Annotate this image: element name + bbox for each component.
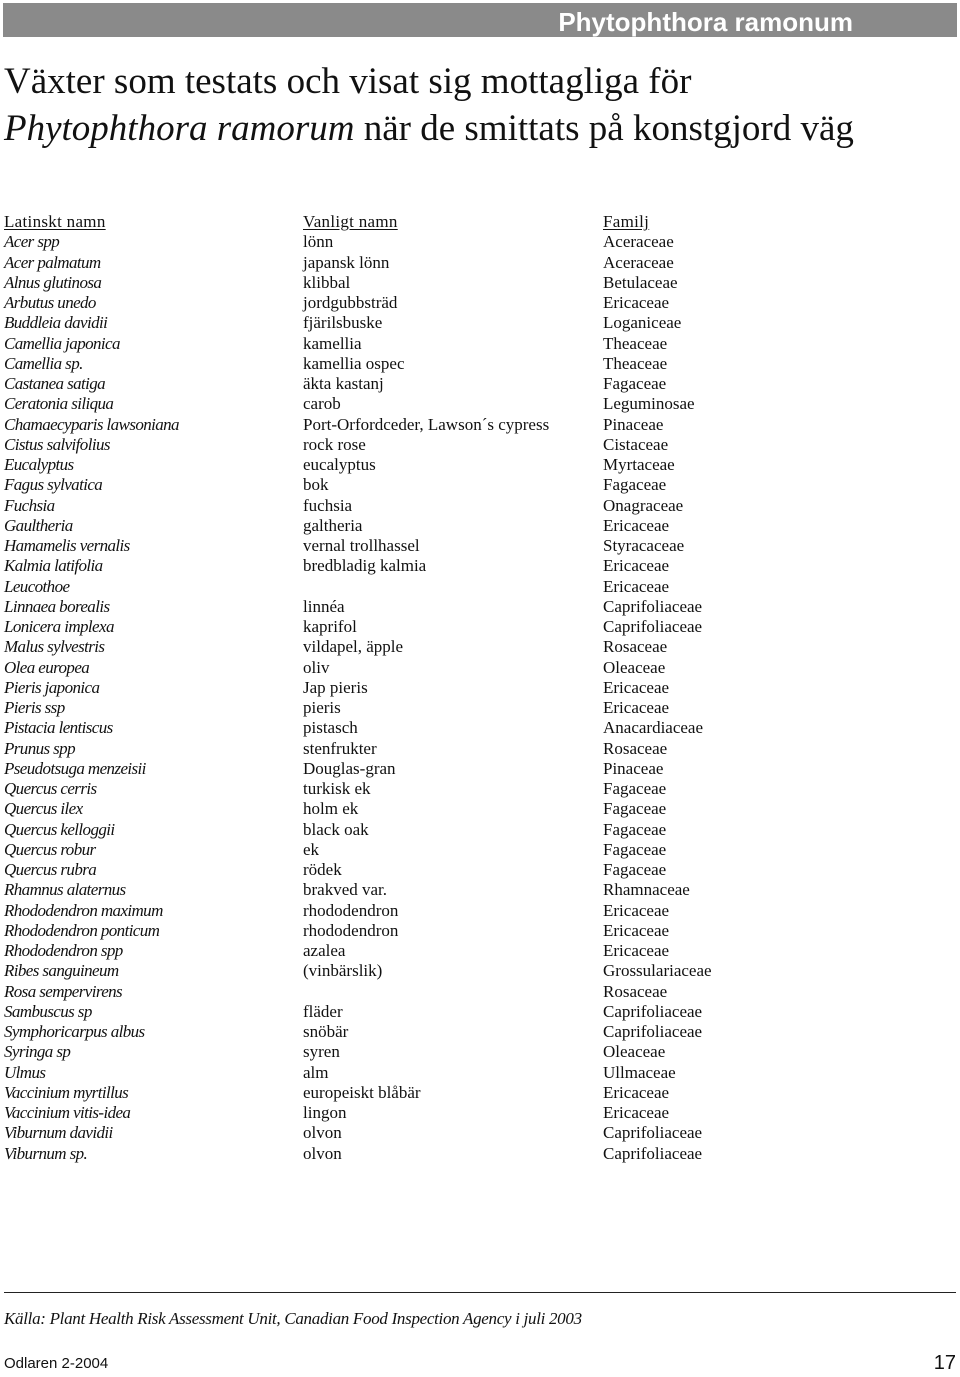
cell-latin-name: Camellia sp.	[4, 353, 83, 373]
cell-family: Fagaceae	[603, 819, 667, 839]
cell-family: Oleaceae	[603, 657, 666, 677]
table-row	[4, 698, 954, 718]
cell-latin-name: Buddleia davidii	[4, 313, 108, 333]
cell-latin-name: Acer spp	[4, 232, 60, 252]
cell-common-name: alm	[303, 1062, 329, 1082]
table-row	[4, 1123, 954, 1143]
cell-common-name: bredbladig kalmia	[303, 556, 427, 576]
cell-common-name: eucalyptus	[303, 455, 376, 474]
cell-family: Caprifoliaceae	[603, 1001, 703, 1021]
cell-family: Cistaceae	[603, 434, 669, 454]
cell-common-name: rock rose	[303, 434, 366, 454]
table-row	[4, 880, 954, 900]
cell-common-name: kamellia ospec	[303, 353, 405, 373]
cell-latin-name: Linnaea borealis	[4, 596, 110, 616]
table-row	[4, 1022, 954, 1042]
cell-latin-name: Malus sylvestris	[4, 637, 105, 657]
cell-family: Pinaceae	[603, 414, 664, 434]
table-row	[4, 496, 954, 516]
cell-common-name: linnéa	[303, 596, 345, 616]
cell-family: Grossulariaceae	[603, 961, 712, 981]
header-title: Phytophthora ramonum	[558, 7, 853, 37]
cell-latin-name: Olea europea	[4, 657, 90, 677]
table-row	[4, 941, 954, 961]
cell-family: Fagaceae	[603, 475, 667, 495]
cell-latin-name: Rosa sempervirens	[4, 981, 123, 1001]
cell-family: Ericaceae	[603, 576, 670, 596]
cell-common-name: europeiskt blåbär	[303, 1082, 421, 1102]
cell-common-name: holm ek	[303, 799, 359, 819]
table-row	[4, 293, 954, 313]
cell-latin-name: Rhododendron ponticum	[4, 920, 160, 940]
table-row	[4, 1002, 954, 1022]
table-row	[4, 678, 954, 698]
cell-latin-name: Symphoricarpus albus	[4, 1022, 145, 1041]
cell-common-name: japansk lönn	[303, 252, 390, 272]
cell-common-name: azalea	[303, 941, 346, 960]
table-row	[4, 658, 954, 678]
cell-latin-name: Ribes sanguineum	[4, 961, 119, 981]
cell-latin-name: Acer palmatum	[4, 252, 101, 272]
cell-common-name: black oak	[303, 819, 369, 839]
cell-family: Theaceae	[603, 333, 668, 353]
cell-common-name: snöbär	[303, 1022, 349, 1041]
cell-family: Oleaceae	[603, 1042, 666, 1062]
table-row	[4, 901, 954, 921]
cell-common-name: äkta kastanj	[303, 374, 384, 393]
cell-common-name: syren	[303, 1042, 340, 1062]
cell-latin-name: Cistus salvifolius	[4, 434, 110, 454]
table-row	[4, 374, 954, 394]
table-row	[4, 394, 954, 414]
cell-latin-name: Syringa sp	[4, 1042, 71, 1062]
cell-family: Fagaceae	[603, 839, 667, 859]
table-row	[4, 718, 954, 738]
publication-footer: Odlaren 2-2004	[4, 1355, 109, 1372]
table-row	[4, 617, 954, 637]
table-row	[4, 415, 954, 435]
cell-common-name: olvon	[303, 1143, 342, 1163]
cell-common-name: rhododendron	[303, 920, 399, 940]
page-number: 17	[933, 1352, 956, 1374]
table-row	[4, 597, 954, 617]
cell-latin-name: Quercus ilex	[4, 799, 83, 819]
cell-family: Caprifoliaceae	[603, 596, 703, 616]
cell-latin-name: Fuchsia	[4, 495, 55, 515]
table-row	[4, 739, 954, 759]
table-row	[4, 232, 954, 252]
cell-latin-name: Fagus sylvatica	[4, 475, 103, 495]
cell-common-name: turkisk ek	[303, 779, 371, 798]
table-row	[4, 921, 954, 941]
cell-latin-name: Prunus spp	[4, 738, 75, 758]
cell-latin-name: Leucothoe	[4, 576, 70, 596]
table-row	[4, 637, 954, 657]
cell-family: Caprifoliaceae	[603, 1143, 703, 1163]
cell-family: Rhamnaceae	[603, 880, 690, 900]
cell-common-name: lönn	[303, 232, 334, 252]
cell-common-name: vernal trollhassel	[303, 536, 420, 555]
cell-latin-name: Quercus rubra	[4, 860, 97, 879]
cell-latin-name: Ulmus	[4, 1062, 46, 1082]
page-title-line1: Växter som testats och visat sig mottagliga för	[4, 61, 692, 102]
cell-family: Ericaceae	[603, 515, 670, 535]
cell-family: Caprifoliaceae	[603, 1123, 703, 1143]
table-row	[4, 1063, 954, 1083]
cell-common-name: kamellia	[303, 333, 362, 353]
cell-family: Ericaceae	[603, 677, 670, 697]
cell-latin-name: Castanea satiga	[4, 374, 106, 393]
table-row	[4, 961, 954, 981]
cell-latin-name: Viburnum sp.	[4, 1143, 88, 1163]
cell-latin-name: Camellia japonica	[4, 333, 120, 353]
cell-latin-name: Quercus robur	[4, 839, 96, 859]
cell-common-name: Port-Orfordceder, Lawson´s cypress	[303, 414, 550, 434]
cell-family: Pinaceae	[603, 758, 664, 778]
cell-common-name: kaprifol	[303, 617, 357, 636]
table-row	[4, 516, 954, 536]
cell-family: Ericaceae	[603, 920, 670, 940]
cell-family: Caprifoliaceae	[603, 1022, 703, 1041]
cell-latin-name: Vaccinium vitis-idea	[4, 1103, 131, 1122]
cell-common-name: brakved var.	[303, 880, 388, 900]
table-row	[4, 536, 954, 556]
table-row	[4, 253, 954, 273]
table-row	[4, 455, 954, 475]
cell-common-name: klibbal	[303, 272, 351, 292]
cell-family: Ericaceae	[603, 698, 670, 717]
cell-family: Ericaceae	[603, 556, 670, 576]
cell-family: Ericaceae	[603, 1082, 670, 1102]
table-row	[4, 1083, 954, 1103]
cell-common-name: carob	[303, 394, 341, 414]
cell-family: Onagraceae	[603, 495, 684, 515]
cell-latin-name: Pieris japonica	[4, 677, 100, 697]
cell-family: Fagaceae	[603, 374, 667, 393]
cell-family: Ullmaceae	[603, 1062, 676, 1082]
table-row	[4, 779, 954, 799]
cell-common-name: vildapel, äpple	[303, 637, 404, 657]
cell-family: Loganiceae	[603, 313, 682, 333]
table-row	[4, 820, 954, 840]
cell-common-name: stenfrukter	[303, 738, 377, 758]
cell-common-name: fuchsia	[303, 495, 353, 515]
cell-family: Fagaceae	[603, 779, 667, 798]
page-title-line2: när de smittats på konstgjord väg	[354, 108, 854, 149]
table-row	[4, 799, 954, 819]
cell-latin-name: Alnus glutinosa	[4, 272, 102, 292]
table-header-row	[4, 212, 954, 232]
cell-family: Caprifoliaceae	[603, 617, 703, 636]
cell-common-name: galtheria	[303, 515, 363, 535]
cell-latin-name: Sambuscus sp	[4, 1001, 92, 1021]
cell-family: Ericaceae	[603, 293, 670, 312]
cell-common-name: rödek	[303, 860, 342, 879]
cell-latin-name: Kalmia latifolia	[4, 556, 103, 576]
cell-family: Rosaceae	[603, 637, 668, 657]
cell-family: Rosaceae	[603, 738, 668, 758]
table-body	[4, 232, 954, 1164]
footnote-divider	[4, 1292, 956, 1293]
cell-family: Fagaceae	[603, 799, 667, 819]
cell-latin-name: Vaccinium myrtillus	[4, 1082, 129, 1102]
table-row	[4, 354, 954, 374]
cell-latin-name: Chamaecyparis lawsoniana	[4, 414, 179, 434]
cell-latin-name: Rhododendron maximum	[4, 900, 163, 920]
cell-family: Aceraceae	[603, 252, 674, 272]
cell-common-name: fläder	[303, 1001, 343, 1021]
table-row	[4, 577, 954, 597]
cell-latin-name: Pistacia lentiscus	[4, 718, 113, 738]
cell-latin-name: Ceratonia siliqua	[4, 394, 114, 414]
cell-latin-name: Gaultheria	[4, 515, 73, 535]
cell-latin-name: Rhamnus alaternus	[4, 880, 126, 900]
table-row	[4, 334, 954, 354]
cell-common-name: pieris	[303, 698, 341, 717]
header-bar	[3, 3, 957, 37]
cell-family: Ericaceae	[603, 941, 670, 960]
table-row	[4, 475, 954, 495]
cell-family: Theaceae	[603, 353, 668, 373]
cell-common-name: jordgubbsträd	[303, 293, 398, 312]
cell-common-name: (vinbärslik)	[303, 961, 383, 981]
cell-family: Fagaceae	[603, 860, 667, 879]
table-row	[4, 860, 954, 880]
cell-family: Aceraceae	[603, 232, 674, 252]
source-note: Källa: Plant Health Risk Assessment Unit, Canadian Food Inspection Agency i juli 2003	[4, 1309, 582, 1328]
table-row	[4, 435, 954, 455]
cell-latin-name: Viburnum davidii	[4, 1123, 113, 1143]
column-header-family: Familj	[603, 212, 650, 231]
cell-common-name: ek	[303, 839, 320, 859]
table-row	[4, 840, 954, 860]
cell-common-name: Douglas-gran	[303, 758, 396, 778]
column-header-common: Vanligt namn	[303, 212, 398, 231]
cell-common-name: bok	[303, 475, 329, 495]
cell-latin-name: Rhododendron spp	[4, 941, 123, 960]
cell-common-name: Jap pieris	[303, 677, 368, 697]
cell-latin-name: Quercus cerris	[4, 779, 97, 798]
cell-family: Styracaceae	[603, 536, 685, 555]
cell-latin-name: Pseudotsuga menzeisii	[4, 758, 146, 778]
cell-latin-name: Hamamelis vernalis	[4, 536, 130, 555]
cell-common-name: pistasch	[303, 718, 358, 738]
table-row	[4, 273, 954, 293]
cell-family: Betulaceae	[603, 272, 678, 292]
cell-common-name: oliv	[303, 657, 330, 677]
table-row	[4, 759, 954, 779]
cell-family: Anacardiaceae	[603, 718, 704, 738]
page-title	[4, 58, 954, 152]
cell-latin-name: Eucalyptus	[4, 455, 74, 474]
plant-table	[4, 212, 954, 1164]
cell-common-name: olvon	[303, 1123, 342, 1143]
cell-latin-name: Lonicera implexa	[4, 617, 114, 636]
cell-common-name: lingon	[303, 1103, 347, 1122]
cell-family: Rosaceae	[603, 981, 668, 1001]
cell-latin-name: Arbutus unedo	[4, 293, 96, 312]
table-row	[4, 982, 954, 1002]
cell-latin-name: Pieris ssp	[4, 698, 65, 717]
table-row	[4, 1042, 954, 1062]
page-title-species: Phytophthora ramorum	[4, 108, 355, 149]
cell-family: Ericaceae	[603, 900, 670, 920]
cell-family: Myrtaceae	[603, 455, 675, 474]
column-header-latin: Latinskt namn	[4, 212, 106, 231]
cell-common-name: fjärilsbuske	[303, 313, 383, 333]
cell-latin-name: Quercus kelloggii	[4, 819, 115, 839]
table-row	[4, 1103, 954, 1123]
table-row	[4, 313, 954, 333]
cell-family: Ericaceae	[603, 1103, 670, 1122]
cell-common-name: rhododendron	[303, 900, 399, 920]
cell-family: Leguminosae	[603, 394, 695, 414]
table-row	[4, 1144, 954, 1164]
table-row	[4, 556, 954, 576]
